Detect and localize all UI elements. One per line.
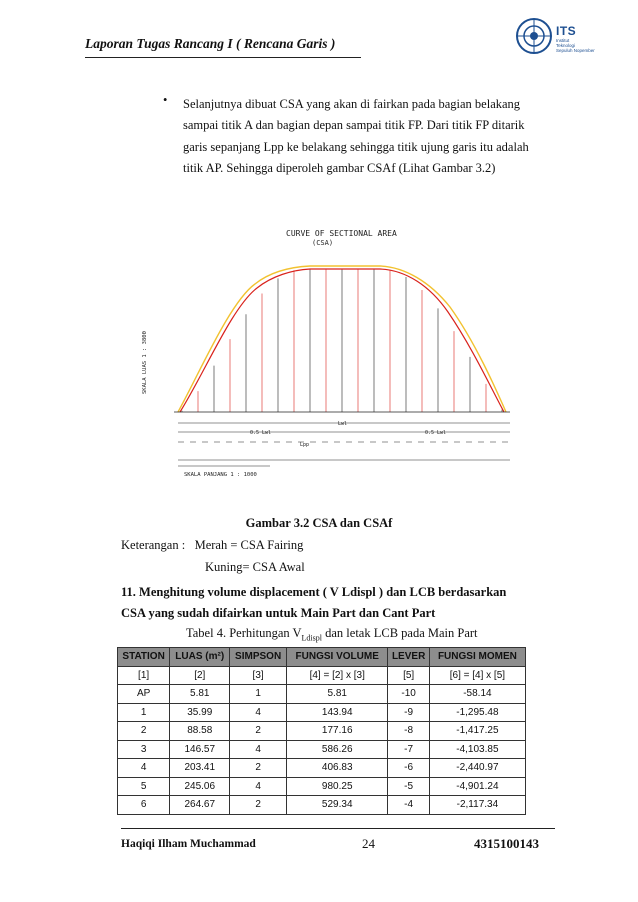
table-cell: 1 — [118, 703, 170, 722]
table-cell: 35.99 — [170, 703, 230, 722]
table-cell: -4,901.24 — [429, 777, 525, 796]
table-cell: [2] — [170, 666, 230, 685]
table-cell: 3 — [118, 740, 170, 759]
table-caption-pre: Tabel 4. Perhitungan V — [186, 626, 302, 640]
paragraph-line: sampai titik A dan bagian depan sampai titik FP. Dari titik FP ditarik — [183, 118, 525, 133]
table-cell: -9 — [388, 703, 429, 722]
table-row — [118, 722, 526, 741]
keterangan-yellow: Kuning= CSA Awal — [205, 560, 305, 574]
logo-text — [556, 24, 595, 53]
csa-figure — [130, 222, 520, 484]
table-cell: 146.57 — [170, 740, 230, 759]
keterangan-line1 — [121, 538, 303, 553]
table-cell: 5.81 — [286, 685, 388, 704]
table-row — [118, 703, 526, 722]
table-body — [118, 666, 526, 814]
logo-line2: Teknologi — [556, 43, 576, 48]
footer-student-id: 4315100143 — [474, 836, 539, 851]
figure-title: CURVE OF SECTIONAL AREA — [286, 229, 397, 238]
header-rule — [85, 57, 361, 58]
table-cell: 2 — [230, 796, 287, 815]
table-cell: [6] = [4] x [5] — [429, 666, 525, 685]
footer-page-number: 24 — [362, 836, 375, 851]
table-cell: -1,295.48 — [429, 703, 525, 722]
table-cell: [3] — [230, 666, 287, 685]
header-lever: LEVER — [388, 648, 429, 667]
paragraph-line: Selanjutnya dibuat CSA yang akan di fairkan pada bagian belakang — [183, 97, 521, 111]
table-cell: 245.06 — [170, 777, 230, 796]
table-cell: -5 — [388, 777, 429, 796]
table-cell: 143.94 — [286, 703, 388, 722]
table-cell: -8 — [388, 722, 429, 741]
table-header-row — [118, 648, 526, 667]
table-cell: -6 — [388, 759, 429, 778]
table-cell: 1 — [230, 685, 287, 704]
table-cell: 5.81 — [170, 685, 230, 704]
table-row — [118, 759, 526, 778]
table-row — [118, 777, 526, 796]
table-cell: 6 — [118, 796, 170, 815]
table-cell: -4 — [388, 796, 429, 815]
figure-subtitle: (CSA) — [312, 239, 334, 247]
y-scale-label: SKALA LUAS 1 : 3800 — [142, 331, 148, 394]
table-cell: 5 — [118, 777, 170, 796]
displacement-table — [117, 647, 526, 815]
figure-caption: Gambar 3.2 CSA dan CSAf — [245, 516, 393, 530]
table-cell: -1,417.25 — [429, 722, 525, 741]
logo-line1: Institut — [556, 38, 570, 43]
table-row — [118, 796, 526, 815]
header-title: Laporan Tugas Rancang I ( Rencana Garis ) — [85, 36, 336, 51]
footer-rule — [121, 828, 555, 829]
header-fungsi-momen: FUNGSI MOMEN — [429, 648, 525, 667]
table-cell: 406.83 — [286, 759, 388, 778]
section-heading — [121, 582, 541, 624]
table-cell: -10 — [388, 685, 429, 704]
header-fungsi-volume: FUNGSI VOLUME — [286, 648, 388, 667]
table-cell: 980.25 — [286, 777, 388, 796]
table-cell: AP — [118, 685, 170, 704]
dim-half-left-label: 0.5 Lwl — [250, 430, 272, 436]
section-line1: 11. Menghitung volume displacement ( V Ldispl ) dan LCB berdasarkan — [121, 585, 507, 599]
table-cell: 4 — [230, 777, 287, 796]
dim-lwl-label: Lwl — [338, 421, 348, 427]
table-cell: 264.67 — [170, 796, 230, 815]
table-subheader-row — [118, 666, 526, 685]
table-cell: 88.58 — [170, 722, 230, 741]
table-cell: 177.16 — [286, 722, 388, 741]
table-cell: -4,103.85 — [429, 740, 525, 759]
table-cell: 2 — [118, 722, 170, 741]
header-station: STATION — [118, 648, 170, 667]
paragraph-line: titik AP. Sehingga diperoleh gambar CSAf (Lihat Gambar 3.2) — [183, 160, 496, 175]
table-cell: 529.34 — [286, 796, 388, 815]
table-cell: [4] = [2] x [3] — [286, 666, 388, 685]
table-cell: 4 — [230, 740, 287, 759]
dim-lpp-label: Lpp — [300, 442, 310, 448]
table-row — [118, 685, 526, 704]
station-lines — [182, 269, 502, 412]
bullet-paragraph — [183, 94, 543, 179]
table-caption — [186, 626, 478, 643]
table-cell: 4 — [230, 703, 287, 722]
logo-its: ITS — [556, 24, 577, 38]
keterangan-label: Keterangan : — [121, 538, 186, 552]
section-line2: CSA yang sudah difairkan untuk Main Part dan Cant Part — [121, 606, 436, 620]
table-cell: 4 — [118, 759, 170, 778]
table-caption-sub: Ldispl — [301, 633, 322, 643]
table-cell: -7 — [388, 740, 429, 759]
dim-half-right-label: 0.5 Lwl — [425, 430, 447, 436]
paragraph-line: garis sepanjang Lpp ke belakang sehingga titik ujung garis itu adalah — [183, 139, 529, 154]
header-luas: LUAS (m²) — [170, 648, 230, 667]
table-cell: [1] — [118, 666, 170, 685]
table-cell: 586.26 — [286, 740, 388, 759]
table-cell: 203.41 — [170, 759, 230, 778]
table-cell: -2,440.97 — [429, 759, 525, 778]
table-row — [118, 740, 526, 759]
table-cell: 2 — [230, 722, 287, 741]
bullet-icon: • — [163, 93, 168, 107]
header-simpson: SIMPSON — [230, 648, 287, 667]
x-scale-label: SKALA PANJANG 1 : 1000 — [184, 472, 257, 478]
table-cell: [5] — [388, 666, 429, 685]
table-cell: 2 — [230, 759, 287, 778]
table-caption-post: dan letak LCB pada Main Part — [322, 626, 478, 640]
footer-author: Haqiqi Ilham Muchammad — [121, 838, 256, 850]
keterangan-red: Merah = CSA Fairing — [194, 538, 304, 552]
logo-line3: Sepuluh Nopember — [556, 48, 595, 53]
table-cell: -2,117.34 — [429, 796, 525, 815]
table-cell: -58.14 — [429, 685, 525, 704]
